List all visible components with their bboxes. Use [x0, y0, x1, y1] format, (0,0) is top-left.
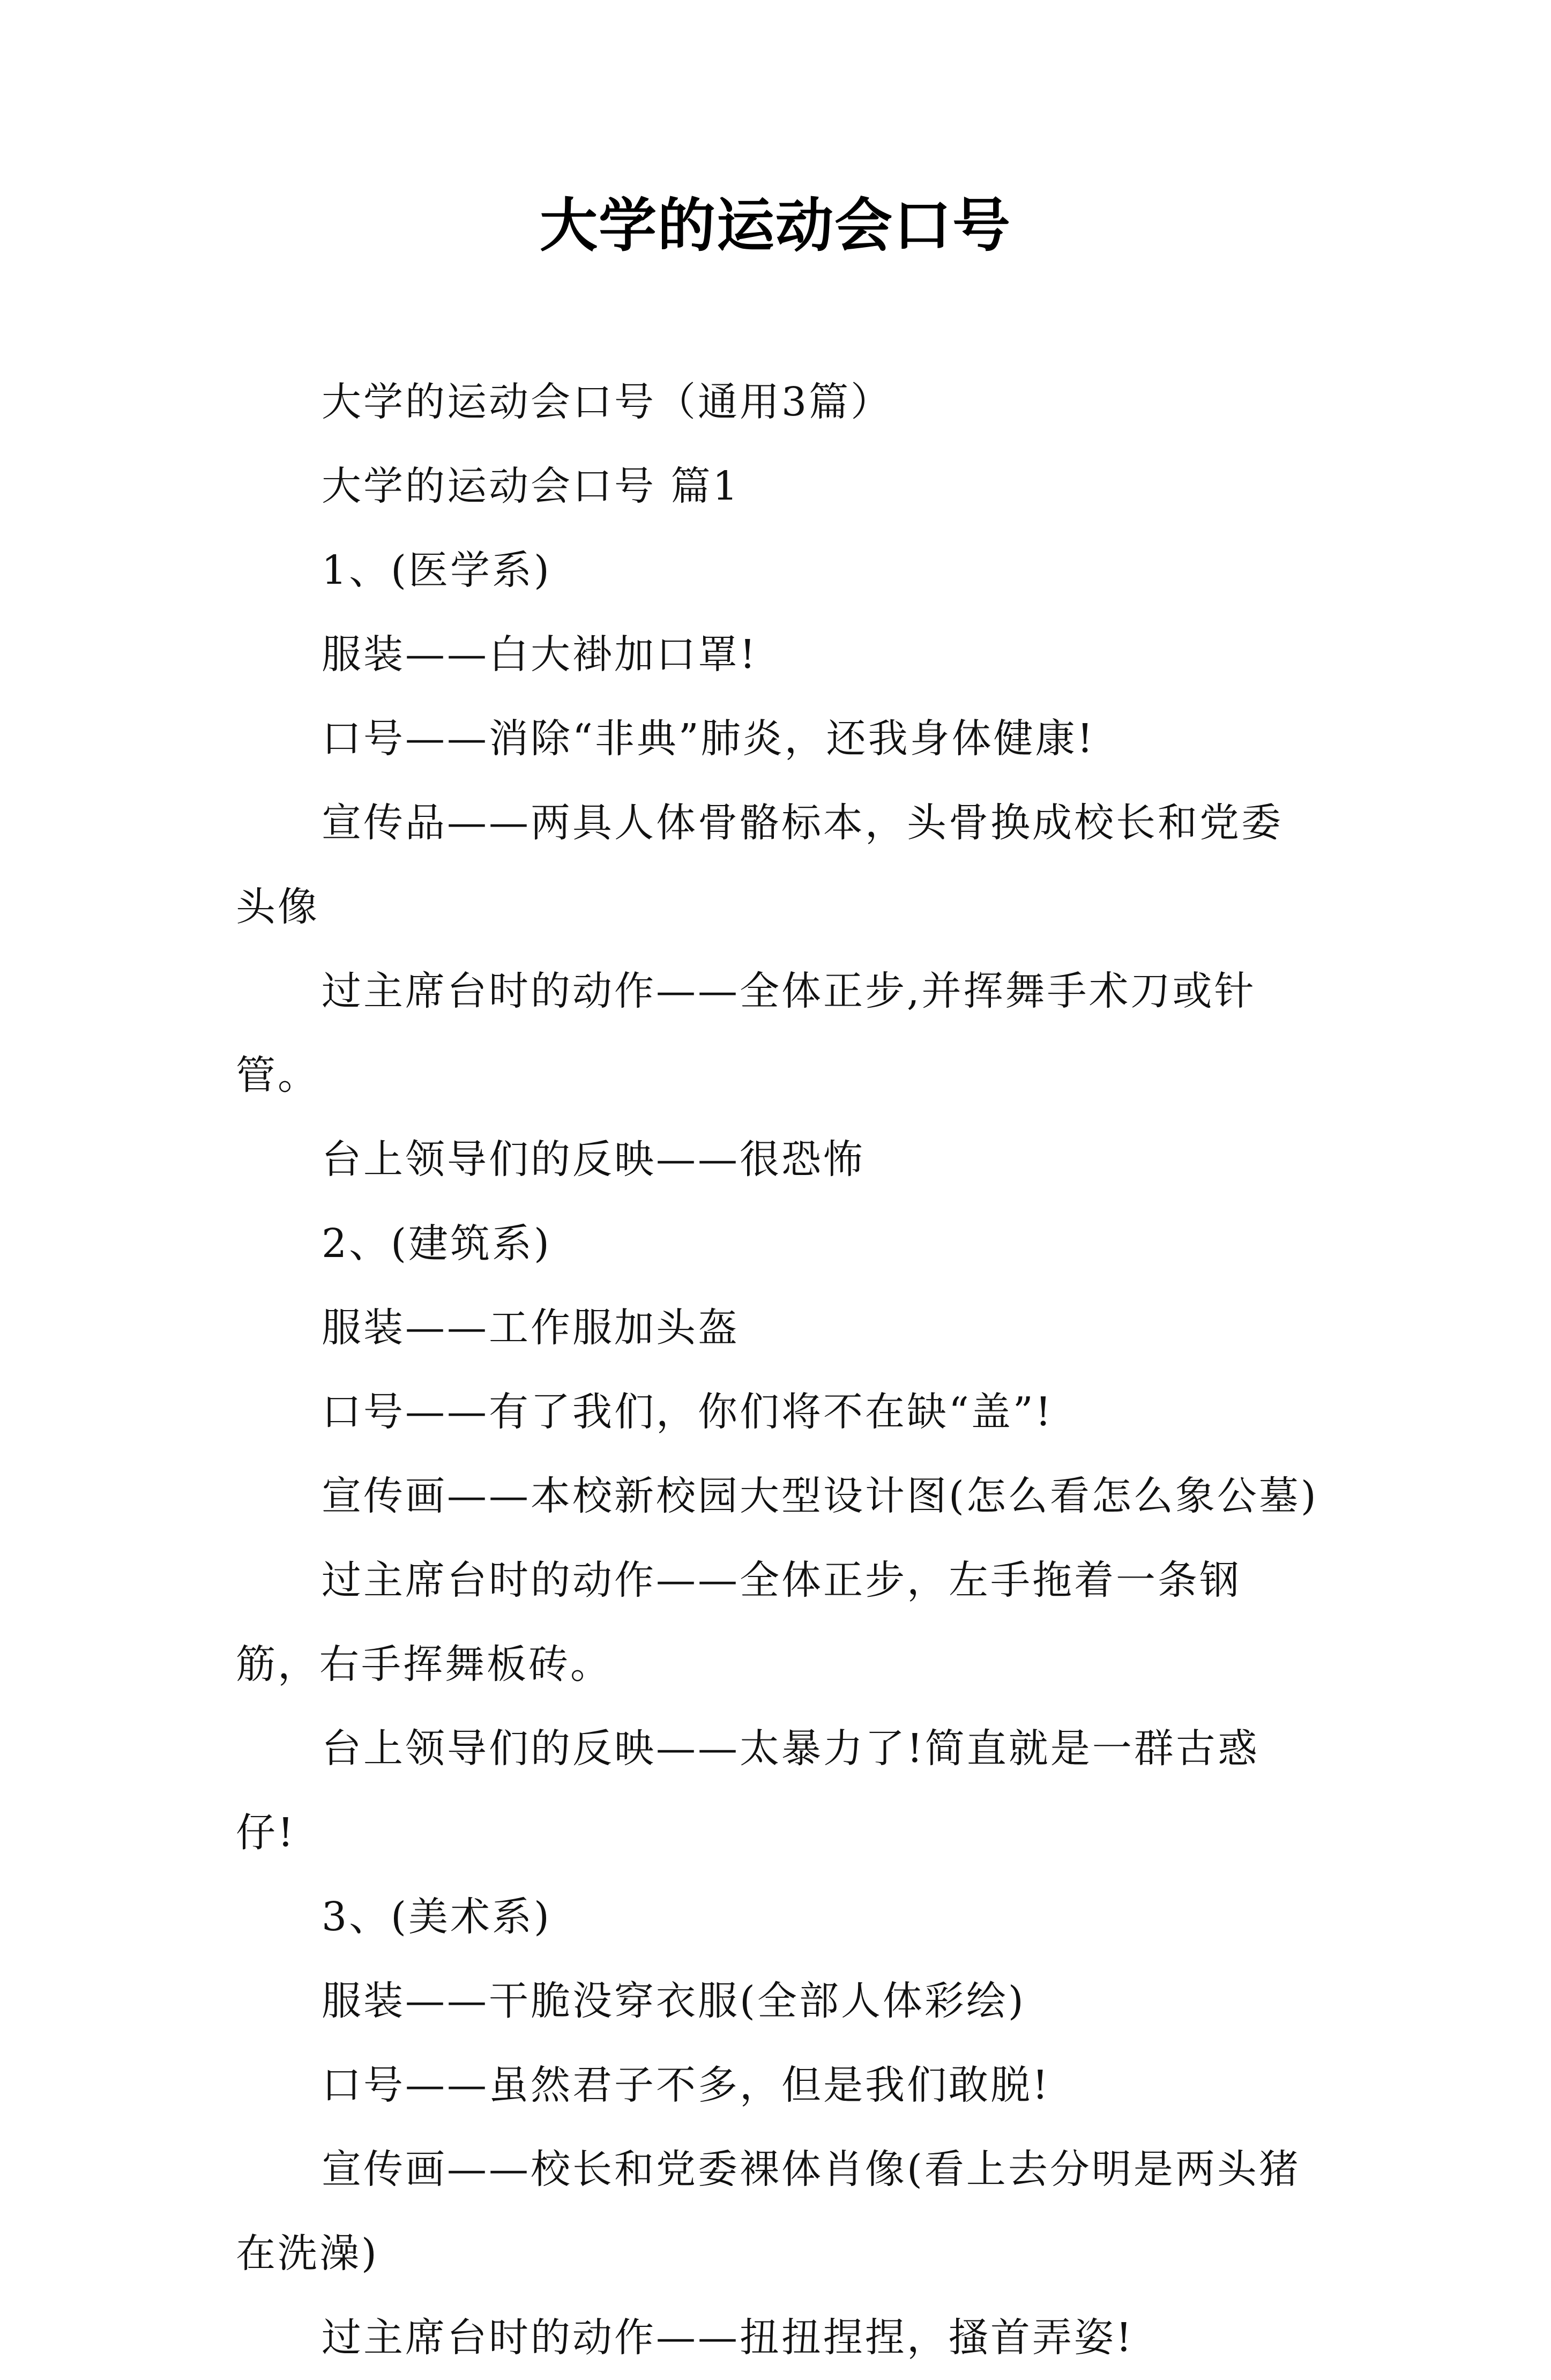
paragraph: 服装——干脆没穿衣服(全部人体彩绘)	[322, 1978, 1026, 2024]
paragraph: 台上领导们的反映——很恐怖	[322, 1136, 865, 1182]
paragraph: 过主席台时的动作——扭扭捏捏，搔首弄姿!	[322, 2315, 1134, 2361]
paragraph-item-heading: 1、(医学系)	[322, 547, 551, 593]
paragraph: 过主席台时的动作——全体正步,并挥舞手术刀或针管。	[236, 968, 1256, 1098]
paragraph: 宣传品——两具人体骨骼标本，头骨换成校长和党委头像	[236, 800, 1283, 930]
paragraph-item-heading: 2、(建筑系)	[322, 1221, 551, 1267]
document-body	[236, 360, 1318, 2380]
paragraph-section-heading: 大学的运动会口号 篇1	[322, 463, 740, 509]
paragraph: 服装——白大褂加口罩!	[322, 631, 758, 678]
paragraph-subtitle: 大学的运动会口号（通用3篇）	[322, 379, 893, 425]
paragraph: 宣传画——本校新校园大型设计图(怎么看怎么象公墓)	[322, 1473, 1318, 1519]
paragraph: 口号——有了我们，你们将不在缺“盖”!	[322, 1389, 1054, 1435]
paragraph: 过主席台时的动作——全体正步，左手拖着一条钢筋，右手挥舞板砖。	[236, 1557, 1241, 1687]
paragraph-item-heading: 3、(美术系)	[322, 1894, 551, 1940]
paragraph: 台上领导们的反映——太暴力了!简直就是一群古惑仔!	[236, 1726, 1259, 1856]
paragraph: 服装——工作服加头盔	[322, 1305, 740, 1351]
paragraph: 口号——消除“非典”肺炎，还我身体健康!	[322, 716, 1095, 762]
document-title: 大学的运动会口号	[539, 192, 1011, 259]
paragraph: 口号——虽然君子不多，但是我们敢脱!	[322, 2062, 1050, 2108]
paragraph: 宣传画——校长和党委裸体肖像(看上去分明是两头猪在洗澡)	[236, 2146, 1301, 2277]
